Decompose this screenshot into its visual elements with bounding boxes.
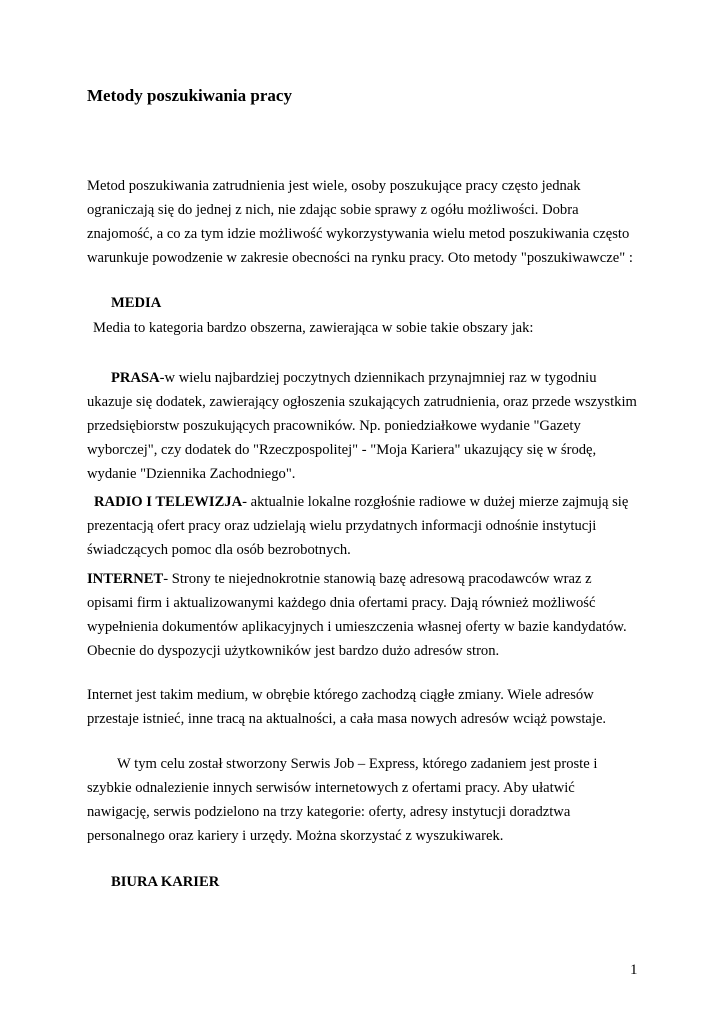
job-express-line: nawigację, serwis podzielono na trzy kategorie: oferty, adresy instytucji doradztwa [87, 804, 571, 820]
internet-changes-line: przestaje istnieć, inne tracą na aktualności, a cała masa nowych adresów wciąż powstaje. [87, 711, 607, 727]
job-express-line: personalnego oraz kariery i urzędy. Można skorzystać z wyszukiwarek. [87, 828, 504, 844]
internet-changes-line: Internet jest takim medium, w obrębie którego zachodzą ciągłe zmiany. Wiele adresów [87, 687, 594, 703]
media-heading: MEDIA [111, 295, 162, 311]
internet-line: wypełnienia dokumentów aplikacyjnych i umieszczenia własnej oferty w bazie kandydatów. [87, 619, 627, 635]
internet-term: INTERNET [87, 571, 164, 587]
document-title: Metody poszukiwania pracy [87, 86, 292, 105]
prasa-first-rest: -w wielu najbardziej poczytnych dziennikach przynajmniej raz w tygodniu [159, 370, 597, 386]
media-text [93, 316, 533, 340]
biura-heading: BIURA KARIER [111, 874, 220, 890]
prasa-line: ukazuje się dodatek, zawierający ogłoszenia szukających zatrudnienia, oraz przede wszystkim [87, 394, 637, 410]
prasa-term: PRASA [111, 370, 160, 386]
intro-line: znajomość, a co za tym idzie możliwość wykorzystywania wielu metod poszukiwania często [87, 226, 630, 242]
internet-changes-paragraph [87, 683, 606, 731]
internet-paragraph [87, 567, 627, 663]
radio-first-rest: - aktualnie lokalne rozgłośnie radiowe w dużej mierze zajmują się [242, 494, 629, 510]
job-express-paragraph [87, 752, 597, 848]
prasa-line: wydanie "Dziennika Zachodniego". [87, 466, 296, 482]
intro-line: warunkuje powodzenie w zakresie obecności na rynku pracy. Oto metody "poszukiwawcze" : [87, 250, 633, 266]
intro-line: Metod poszukiwania zatrudnienia jest wiele, osoby poszukujące pracy często jednak [87, 178, 581, 194]
prasa-paragraph [87, 366, 637, 486]
radio-line: świadczących pomoc dla osób bezrobotnych. [87, 542, 351, 558]
internet-first-line [87, 567, 627, 591]
radio-first-line [87, 490, 628, 514]
internet-first-rest: - Strony te niejednokrotnie stanowią bazę adresową pracodawców wraz z [163, 571, 592, 587]
prasa-line: wyborczej", czy dodatek do "Rzeczpospolitej" - "Moja Kariera" ukazujący się w środę, [87, 442, 597, 458]
prasa-line: przedsiębiorstw poszukujących pracowników. Np. poniedziałkowe wydanie "Gazety [87, 418, 581, 434]
radio-paragraph [87, 490, 628, 562]
internet-line: Obecnie do dyspozycji użytkowników jest bardzo dużo adresów stron. [87, 643, 500, 659]
radio-term: RADIO I TELEWIZJA [94, 494, 243, 510]
internet-line: opisami firm i aktualizowanymi każdego dnia ofertami pracy. Dają również możliwość [87, 595, 596, 611]
prasa-first-line [87, 366, 637, 390]
media-line: Media to kategoria bardzo obszerna, zawierająca w sobie takie obszary jak: [93, 320, 534, 336]
page-number: 1 [630, 962, 638, 978]
intro-line: ograniczają się do jednej z nich, nie zdając sobie sprawy z ogółu możliwości. Dobra [87, 202, 579, 218]
job-express-line: W tym celu został stworzony Serwis Job – Express, którego zadaniem jest proste i [117, 756, 598, 772]
job-express-line: szybkie odnalezienie innych serwisów internetowych z ofertami pracy. Aby ułatwić [87, 780, 575, 796]
radio-line: prezentacją ofert pracy oraz udzielają wielu przydatnych informacji odnośnie instytucji [87, 518, 597, 534]
intro-paragraph [87, 174, 633, 270]
